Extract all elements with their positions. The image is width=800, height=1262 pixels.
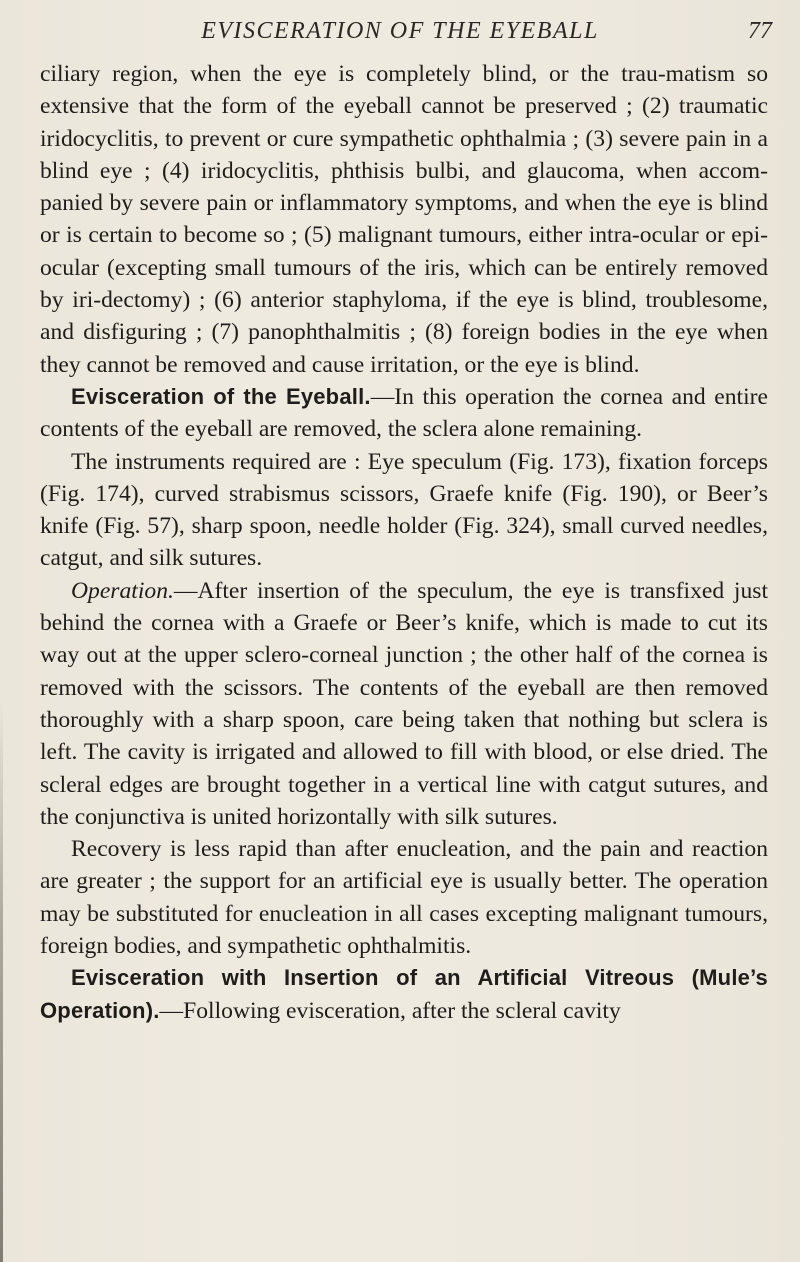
section-heading-evisceration: Evisceration of the Eyeball.: [71, 383, 371, 409]
paragraph-mules-operation: [40, 962, 768, 1027]
binding-shadow: [0, 700, 3, 1262]
page-number: 77: [748, 18, 772, 44]
page-header: [0, 10, 800, 44]
paragraph-evisceration-text: —In this operation the cornea and entire contents of the eyeball are removed, the sclera alone remaining.: [40, 383, 768, 443]
body-text: [40, 58, 768, 1027]
section-heading-mules-operation: Evisceration with Insertion of an Artificial Vitreous (Mule’s Operation).: [40, 965, 768, 1023]
paragraph-operation: [40, 575, 768, 833]
paragraph-operation-text: —After insertion of the speculum, the eye is transfixed just behind the cornea with a Graefe or Beer’s knife, which is made to cut its way out at the upper sclero-corneal junction ; the other half of the cornea is removed with the scissors. The contents of the eyeball are then removed thoroughly with a sharp spoon, care being taken that nothing but sclera is left. The cavity is irrigated and allowed to fill with blood, or else dried. The scleral edges are brought together in a vertical line with catgut sutures, and the conjunctiva is united horizontally with silk sutures.: [40, 577, 768, 830]
paragraph-evisceration: [40, 381, 768, 446]
paragraph-recovery: Recovery is less rapid than after enucleation, and the pain and reaction are greater ; the support for an artificial eye is usually better. The operation may be substituted for enucleation in all cases excepting malignant tumours, foreign bodies, and sympathetic ophthalmitis.: [40, 836, 768, 960]
paragraph-indications: ciliary region, when the eye is completely blind, or the trau-matism so extensive that the form of the eyeball cannot be preserved ; (2) traumatic iridocyclitis, to prevent or cure sympathetic ophthalmia ; (3) severe pain in a blind eye ; (4) iridocyclitis, phthisis bulbi, and glaucoma, when accom-panied by severe pain or inflammatory symptoms, and when the eye is blind or is certain to become so ; (5) malignant tumours, either intra-ocular or epi-ocular (excepting small tumours of the iris, which can be entirely removed by iri-dectomy) ; (6) anterior staphyloma, if the eye is blind, troublesome, and disfiguring ; (7) panophthalmitis ; (8) foreign bodies in the eye when they cannot be removed and cause irritation, or the eye is blind.: [40, 61, 768, 378]
operation-label: Operation.: [71, 577, 174, 604]
paragraph-instruments: The instruments required are : Eye speculum (Fig. 173), fixation forceps (Fig. 174), curved strabismus scissors, Graefe knife (Fig. 190), or Beer’s knife (Fig. 57), sharp spoon, needle holder (Fig. 324), small curved needles, catgut, and silk sutures.: [40, 448, 768, 572]
paragraph-mules-operation-text: —Following evisceration, after the scleral cavity: [159, 997, 621, 1024]
running-head: EVISCERATION OF THE EYEBALL: [201, 18, 599, 44]
